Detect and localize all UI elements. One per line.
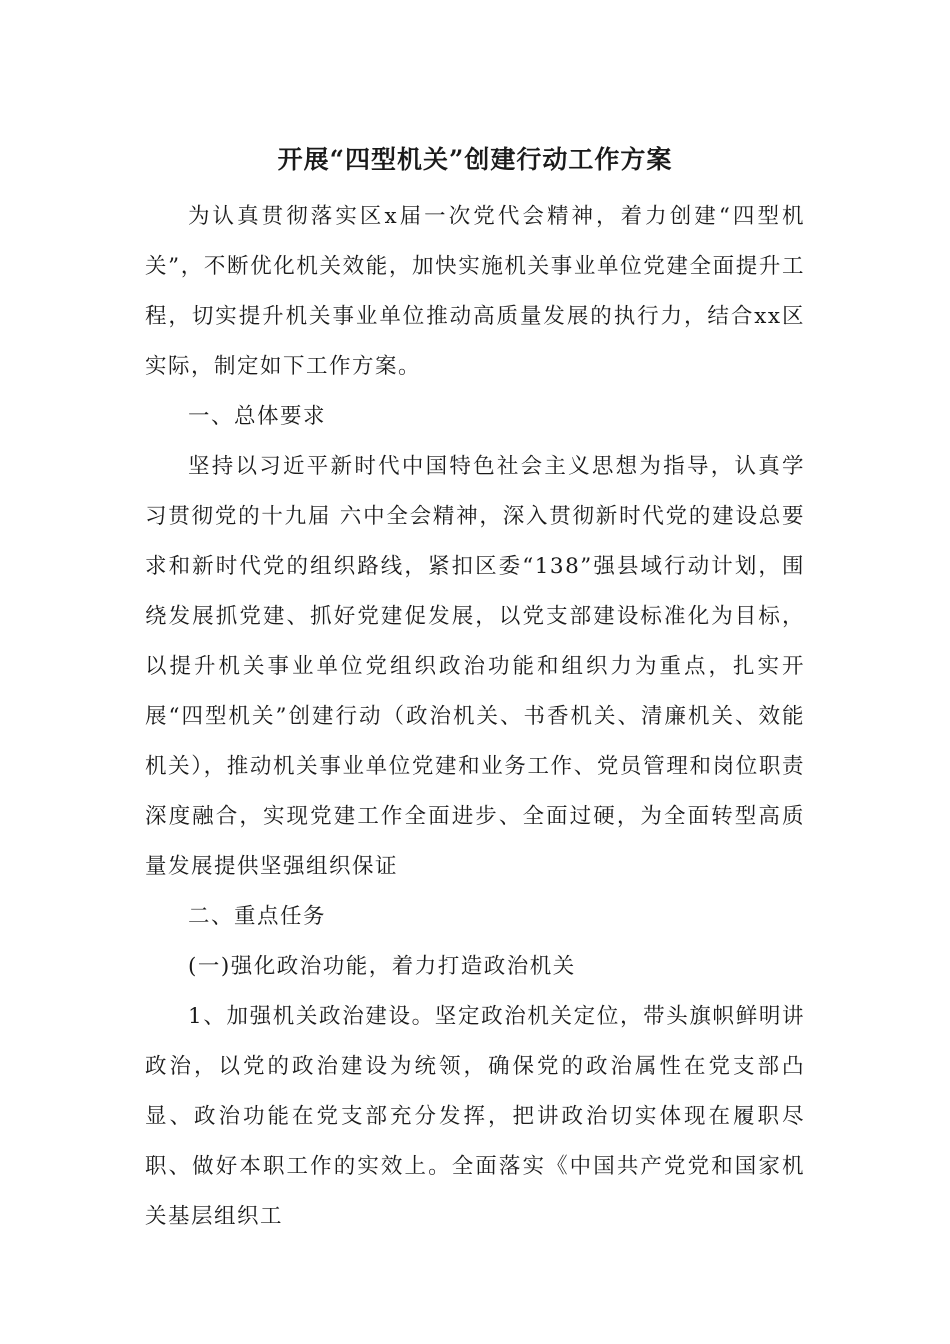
document-title: 开展“四型机关”创建行动工作方案: [277, 145, 673, 174]
subsection-heading-political-function: (一)强化政治功能，着力打造政治机关: [188, 954, 576, 979]
general-requirements-paragraph: 坚持以习近平新时代中国特色社会主义思想为指导，认真学习贯彻党的十九届 六中全会精神，深入贯彻新时代党的建设总要求和新时代党的组织路线，紧扣区委“138”强县域行动计划，围绕发展抓党建、抓好党建促发展，以党支部建设标准化为目标，以提升机关事业单位党组织政治功能和组织力为重点，扎实开展“四型机关”创建行动（政治机关、书香机关、清廉机关、效能机关），推动机关事业单位党建和业务工作、党员管理和岗位职责深度融合，实现党建工作全面进步、全面过硬，为全面转型高质量发展提供坚强组织保证: [145, 454, 805, 879]
document-body: [145, 192, 805, 1242]
task-paragraph-1: 1、加强机关政治建设。坚定政治机关定位，带头旗帜鲜明讲政治，以党的政治建设为统领，确保党的政治属性在党支部凸显、政治功能在党支部充分发挥，把讲政治切实体现在履职尽职、做好本职工作的实效上。全面落实《中国共产党党和国家机关基层组织工: [145, 1004, 805, 1229]
intro-paragraph: 为认真贯彻落实区x届一次党代会精神，着力创建“四型机关”，不断优化机关效能，加快实施机关事业单位党建全面提升工程，切实提升机关事业单位推动高质量发展的执行力，结合xx区实际，制定如下工作方案。: [145, 204, 805, 379]
section-heading-key-tasks: 二、重点任务: [188, 904, 327, 929]
section-heading-general-requirements: 一、总体要求: [188, 404, 327, 429]
